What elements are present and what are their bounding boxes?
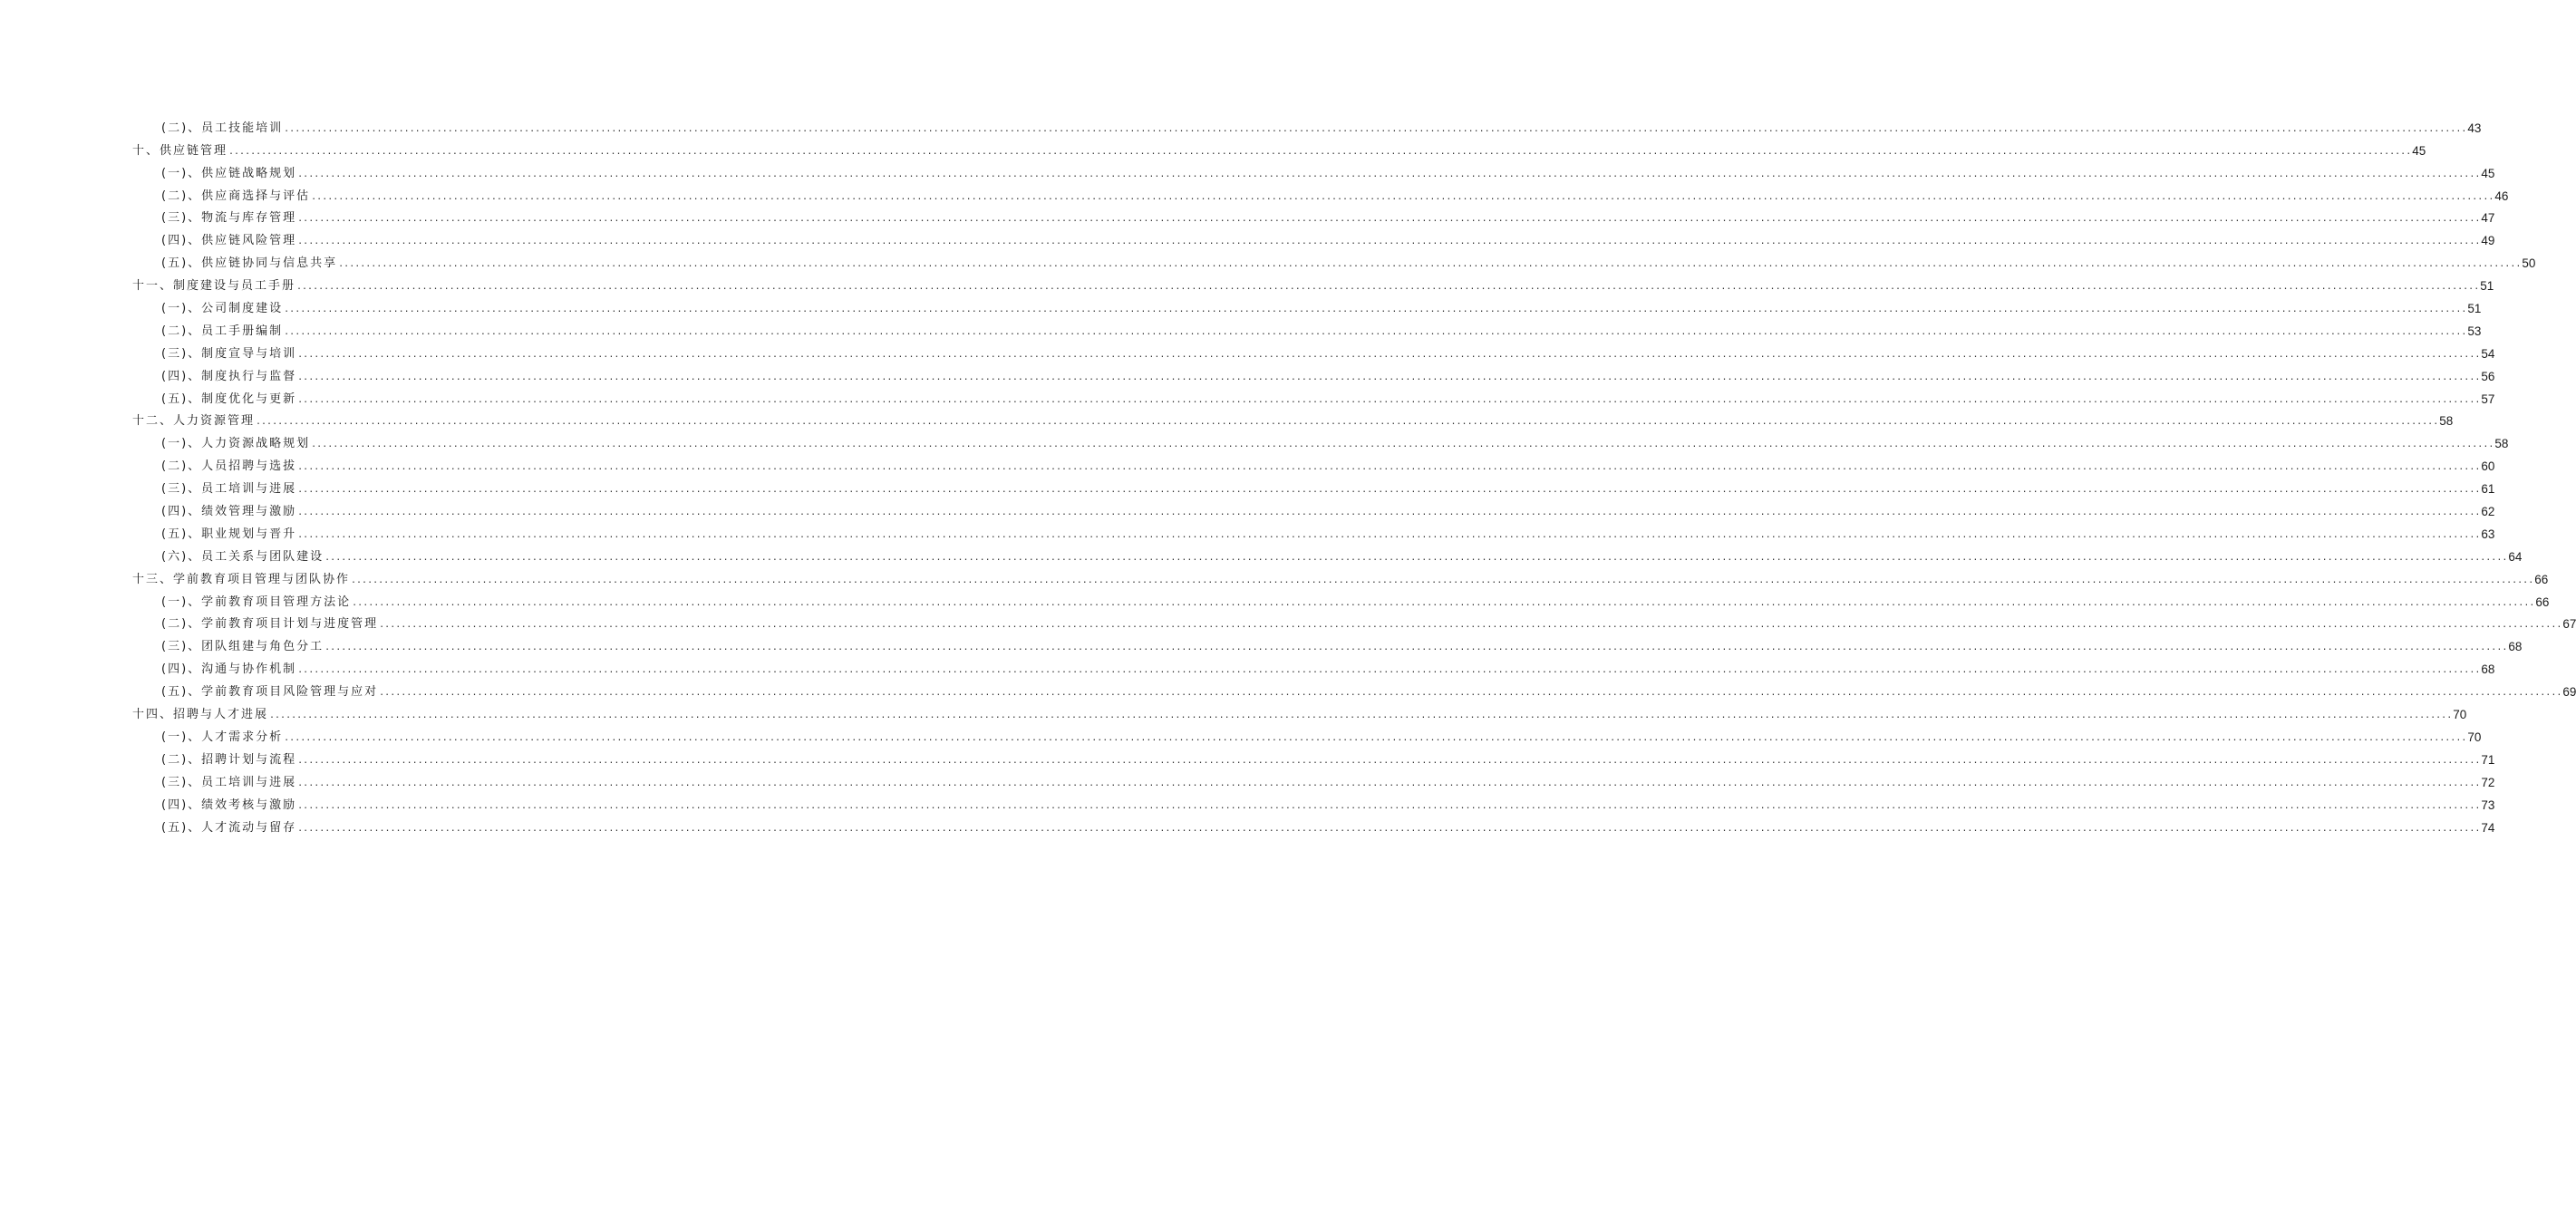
toc-leader-dots: ................................................................................................................................................................................................................................................................................................................................................................................................................ — [297, 665, 2481, 676]
toc-leader-dots: ................................................................................................................................................................................................................................................................................................................................................................................................................ — [297, 755, 2481, 766]
toc-entry-page: 43 — [2467, 121, 2482, 135]
toc-entry-page: 54 — [2481, 346, 2495, 361]
toc-entry-title: (二)、员工技能培训 — [161, 121, 284, 135]
toc-entry-title: (五)、人才流动与留存 — [161, 820, 297, 835]
toc-entry-page: 64 — [2508, 549, 2523, 564]
toc-leader-dots: ................................................................................................................................................................................................................................................................................................................................................................................................................ — [297, 508, 2481, 518]
toc-entry-page: 58 — [2439, 414, 2454, 429]
toc-entry-title: 十、供应链管理 — [132, 143, 228, 158]
toc-entry[interactable] — [132, 542, 2523, 565]
toc-entry-page: 53 — [2467, 324, 2482, 338]
toc-entry-page: 50 — [2522, 256, 2536, 271]
toc-leader-dots: ................................................................................................................................................................................................................................................................................................................................................................................................................ — [338, 259, 2522, 270]
toc-entry[interactable] — [132, 722, 2482, 745]
toc-entry-title: (三)、员工培训与进展 — [161, 482, 297, 497]
toc-entry[interactable] — [132, 610, 2576, 633]
toc-entry-page: 60 — [2481, 459, 2495, 474]
toc-entry-title: (二)、招聘计划与流程 — [161, 752, 297, 767]
toc-entry-page: 56 — [2481, 369, 2495, 383]
toc-leader-dots: ................................................................................................................................................................................................................................................................................................................................................................................................................ — [297, 214, 2481, 225]
toc-leader-dots: ................................................................................................................................................................................................................................................................................................................................................................................................................ — [297, 778, 2481, 788]
toc-entry-title: (四)、沟通与协作机制 — [161, 662, 297, 677]
toc-entry-title: (六)、员工关系与团队建设 — [161, 549, 324, 564]
toc-entry-title: (三)、物流与库存管理 — [161, 211, 297, 226]
toc-entry-title: (一)、供应链战略规划 — [161, 166, 297, 180]
toc-leader-dots: ................................................................................................................................................................................................................................................................................................................................................................................................................ — [352, 597, 2535, 608]
toc-leader-dots: ................................................................................................................................................................................................................................................................................................................................................................................................................ — [297, 823, 2481, 834]
toc-entry-title: (五)、制度优化与更新 — [161, 392, 297, 406]
toc-leader-dots: ................................................................................................................................................................................................................................................................................................................................................................................................................ — [297, 237, 2481, 247]
toc-entry-title: (五)、供应链协同与信息共享 — [161, 256, 338, 271]
toc-entry-title: (二)、学前教育项目计划与进度管理 — [161, 617, 379, 632]
toc-entry[interactable] — [132, 113, 2482, 136]
toc-entry-page: 62 — [2481, 505, 2495, 519]
toc-leader-dots: ................................................................................................................................................................................................................................................................................................................................................................................................................ — [296, 282, 2480, 293]
toc-entry[interactable] — [132, 587, 2550, 610]
toc-entry[interactable] — [132, 316, 2482, 339]
toc-entry-page: 51 — [2480, 279, 2494, 294]
toc-entry-page: 45 — [2412, 143, 2426, 158]
toc-entry-page: 74 — [2481, 820, 2495, 835]
toc-leader-dots: ................................................................................................................................................................................................................................................................................................................................................................................................................ — [351, 575, 2534, 585]
toc-leader-dots: ................................................................................................................................................................................................................................................................................................................................................................................................................ — [269, 710, 2453, 721]
toc-entry[interactable] — [132, 700, 2467, 722]
toc-entry[interactable] — [132, 654, 2495, 677]
toc-entry-title: (四)、制度执行与监督 — [161, 369, 297, 383]
toc-entry-title: (二)、供应商选择与评估 — [161, 188, 311, 203]
toc-entry[interactable] — [132, 136, 2426, 159]
toc-leader-dots: ................................................................................................................................................................................................................................................................................................................................................................................................................ — [228, 146, 2412, 157]
toc-entry[interactable] — [132, 407, 2454, 430]
toc-leader-dots: ................................................................................................................................................................................................................................................................................................................................................................................................................ — [284, 304, 2467, 315]
toc-entry[interactable] — [132, 451, 2495, 474]
toc-leader-dots: ................................................................................................................................................................................................................................................................................................................................................................................................................ — [311, 191, 2494, 202]
toc-entry-page: 73 — [2481, 798, 2495, 812]
toc-entry[interactable] — [132, 271, 2494, 294]
toc-leader-dots: ................................................................................................................................................................................................................................................................................................................................................................................................................ — [284, 123, 2467, 134]
toc-entry-title: (四)、供应链风险管理 — [161, 234, 297, 248]
toc-leader-dots: ................................................................................................................................................................................................................................................................................................................................................................................................................ — [284, 732, 2467, 743]
toc-entry-page: 68 — [2508, 640, 2523, 654]
toc-leader-dots: ................................................................................................................................................................................................................................................................................................................................................................................................................ — [256, 417, 2439, 428]
toc-leader-dots: ................................................................................................................................................................................................................................................................................................................................................................................................................ — [324, 643, 2508, 653]
toc-entry-title: (三)、员工培训与进展 — [161, 775, 297, 789]
toc-entry-title: (三)、制度宣导与培训 — [161, 346, 297, 361]
toc-entry-page: 66 — [2534, 572, 2549, 586]
toc-entry[interactable] — [132, 429, 2509, 451]
toc-leader-dots: ................................................................................................................................................................................................................................................................................................................................................................................................................ — [297, 529, 2481, 540]
toc-entry-page: 57 — [2481, 392, 2495, 406]
toc-entry-page: 67 — [2562, 617, 2576, 632]
toc-leader-dots: ................................................................................................................................................................................................................................................................................................................................................................................................................ — [297, 372, 2481, 382]
toc-entry-title: (二)、员工手册编制 — [161, 324, 284, 338]
toc-entry-page: 70 — [2453, 708, 2467, 722]
toc-entry-page: 58 — [2494, 437, 2509, 451]
toc-entry-page: 47 — [2481, 211, 2495, 226]
toc-entry-title: (一)、学前教育项目管理方法论 — [161, 594, 352, 609]
toc-entry-page: 70 — [2467, 730, 2482, 744]
toc-entry[interactable] — [132, 362, 2495, 384]
toc-entry-title: (五)、职业规划与晋升 — [161, 527, 297, 541]
toc-entry-page: 68 — [2481, 662, 2495, 677]
toc-entry-title: 十三、学前教育项目管理与团队协作 — [132, 572, 351, 586]
toc-entry-page: 49 — [2481, 234, 2495, 248]
toc-leader-dots: ................................................................................................................................................................................................................................................................................................................................................................................................................ — [284, 326, 2467, 337]
toc-entry-page: 51 — [2467, 302, 2482, 316]
toc-entry-title: (五)、学前教育项目风险管理与应对 — [161, 685, 379, 700]
toc-leader-dots: ................................................................................................................................................................................................................................................................................................................................................................................................................ — [324, 552, 2508, 563]
toc-entry[interactable] — [132, 204, 2495, 227]
toc-entry-title: (一)、人才需求分析 — [161, 730, 284, 744]
toc-entry-page: 72 — [2481, 775, 2495, 789]
toc-entry-page: 45 — [2481, 166, 2495, 180]
toc-entry[interactable] — [132, 384, 2495, 407]
toc-entry[interactable] — [132, 813, 2495, 836]
toc-leader-dots: ................................................................................................................................................................................................................................................................................................................................................................................................................ — [297, 485, 2481, 496]
toc-entry-page: 46 — [2494, 188, 2509, 203]
toc-entry-title: 十一、制度建设与员工手册 — [132, 279, 296, 294]
toc-leader-dots: ................................................................................................................................................................................................................................................................................................................................................................................................................ — [379, 688, 2562, 699]
toc-entry-page: 61 — [2481, 482, 2495, 497]
toc-entry-title: (二)、人员招聘与选拔 — [161, 459, 297, 474]
table-of-contents — [132, 113, 2576, 836]
toc-entry[interactable] — [132, 519, 2495, 542]
toc-entry[interactable] — [132, 790, 2495, 813]
toc-entry[interactable] — [132, 181, 2509, 204]
toc-entry[interactable] — [132, 474, 2495, 497]
toc-entry[interactable] — [132, 497, 2495, 519]
toc-entry[interactable] — [132, 677, 2576, 700]
toc-entry[interactable] — [132, 226, 2495, 248]
toc-leader-dots: ................................................................................................................................................................................................................................................................................................................................................................................................................ — [297, 349, 2481, 360]
toc-entry[interactable] — [132, 745, 2495, 768]
toc-entry-title: 十四、招聘与人才进展 — [132, 708, 269, 722]
toc-entry[interactable] — [132, 248, 2536, 271]
toc-entry-page: 71 — [2481, 752, 2495, 767]
toc-leader-dots: ................................................................................................................................................................................................................................................................................................................................................................................................................ — [297, 462, 2481, 473]
toc-entry-title: (一)、公司制度建设 — [161, 302, 284, 316]
toc-entry-title: (四)、绩效管理与激励 — [161, 505, 297, 519]
toc-leader-dots: ................................................................................................................................................................................................................................................................................................................................................................................................................ — [379, 620, 2562, 631]
toc-entry[interactable] — [132, 768, 2495, 790]
toc-entry-page: 66 — [2535, 594, 2550, 609]
toc-entry[interactable] — [132, 339, 2495, 362]
toc-leader-dots: ................................................................................................................................................................................................................................................................................................................................................................................................................ — [297, 800, 2481, 811]
toc-entry-title: 十二、人力资源管理 — [132, 414, 256, 429]
toc-entry[interactable] — [132, 565, 2549, 587]
toc-leader-dots: ................................................................................................................................................................................................................................................................................................................................................................................................................ — [311, 440, 2494, 450]
toc-entry-title: (四)、绩效考核与激励 — [161, 798, 297, 812]
toc-entry-page: 63 — [2481, 527, 2495, 541]
toc-entry-title: (一)、人力资源战略规划 — [161, 437, 311, 451]
toc-leader-dots: ................................................................................................................................................................................................................................................................................................................................................................................................................ — [297, 394, 2481, 405]
toc-entry[interactable] — [132, 159, 2495, 181]
toc-leader-dots: ................................................................................................................................................................................................................................................................................................................................................................................................................ — [297, 169, 2481, 179]
toc-entry[interactable] — [132, 632, 2523, 654]
toc-entry-title: (三)、团队组建与角色分工 — [161, 640, 324, 654]
toc-entry-page: 69 — [2562, 685, 2576, 700]
toc-entry[interactable] — [132, 294, 2482, 316]
